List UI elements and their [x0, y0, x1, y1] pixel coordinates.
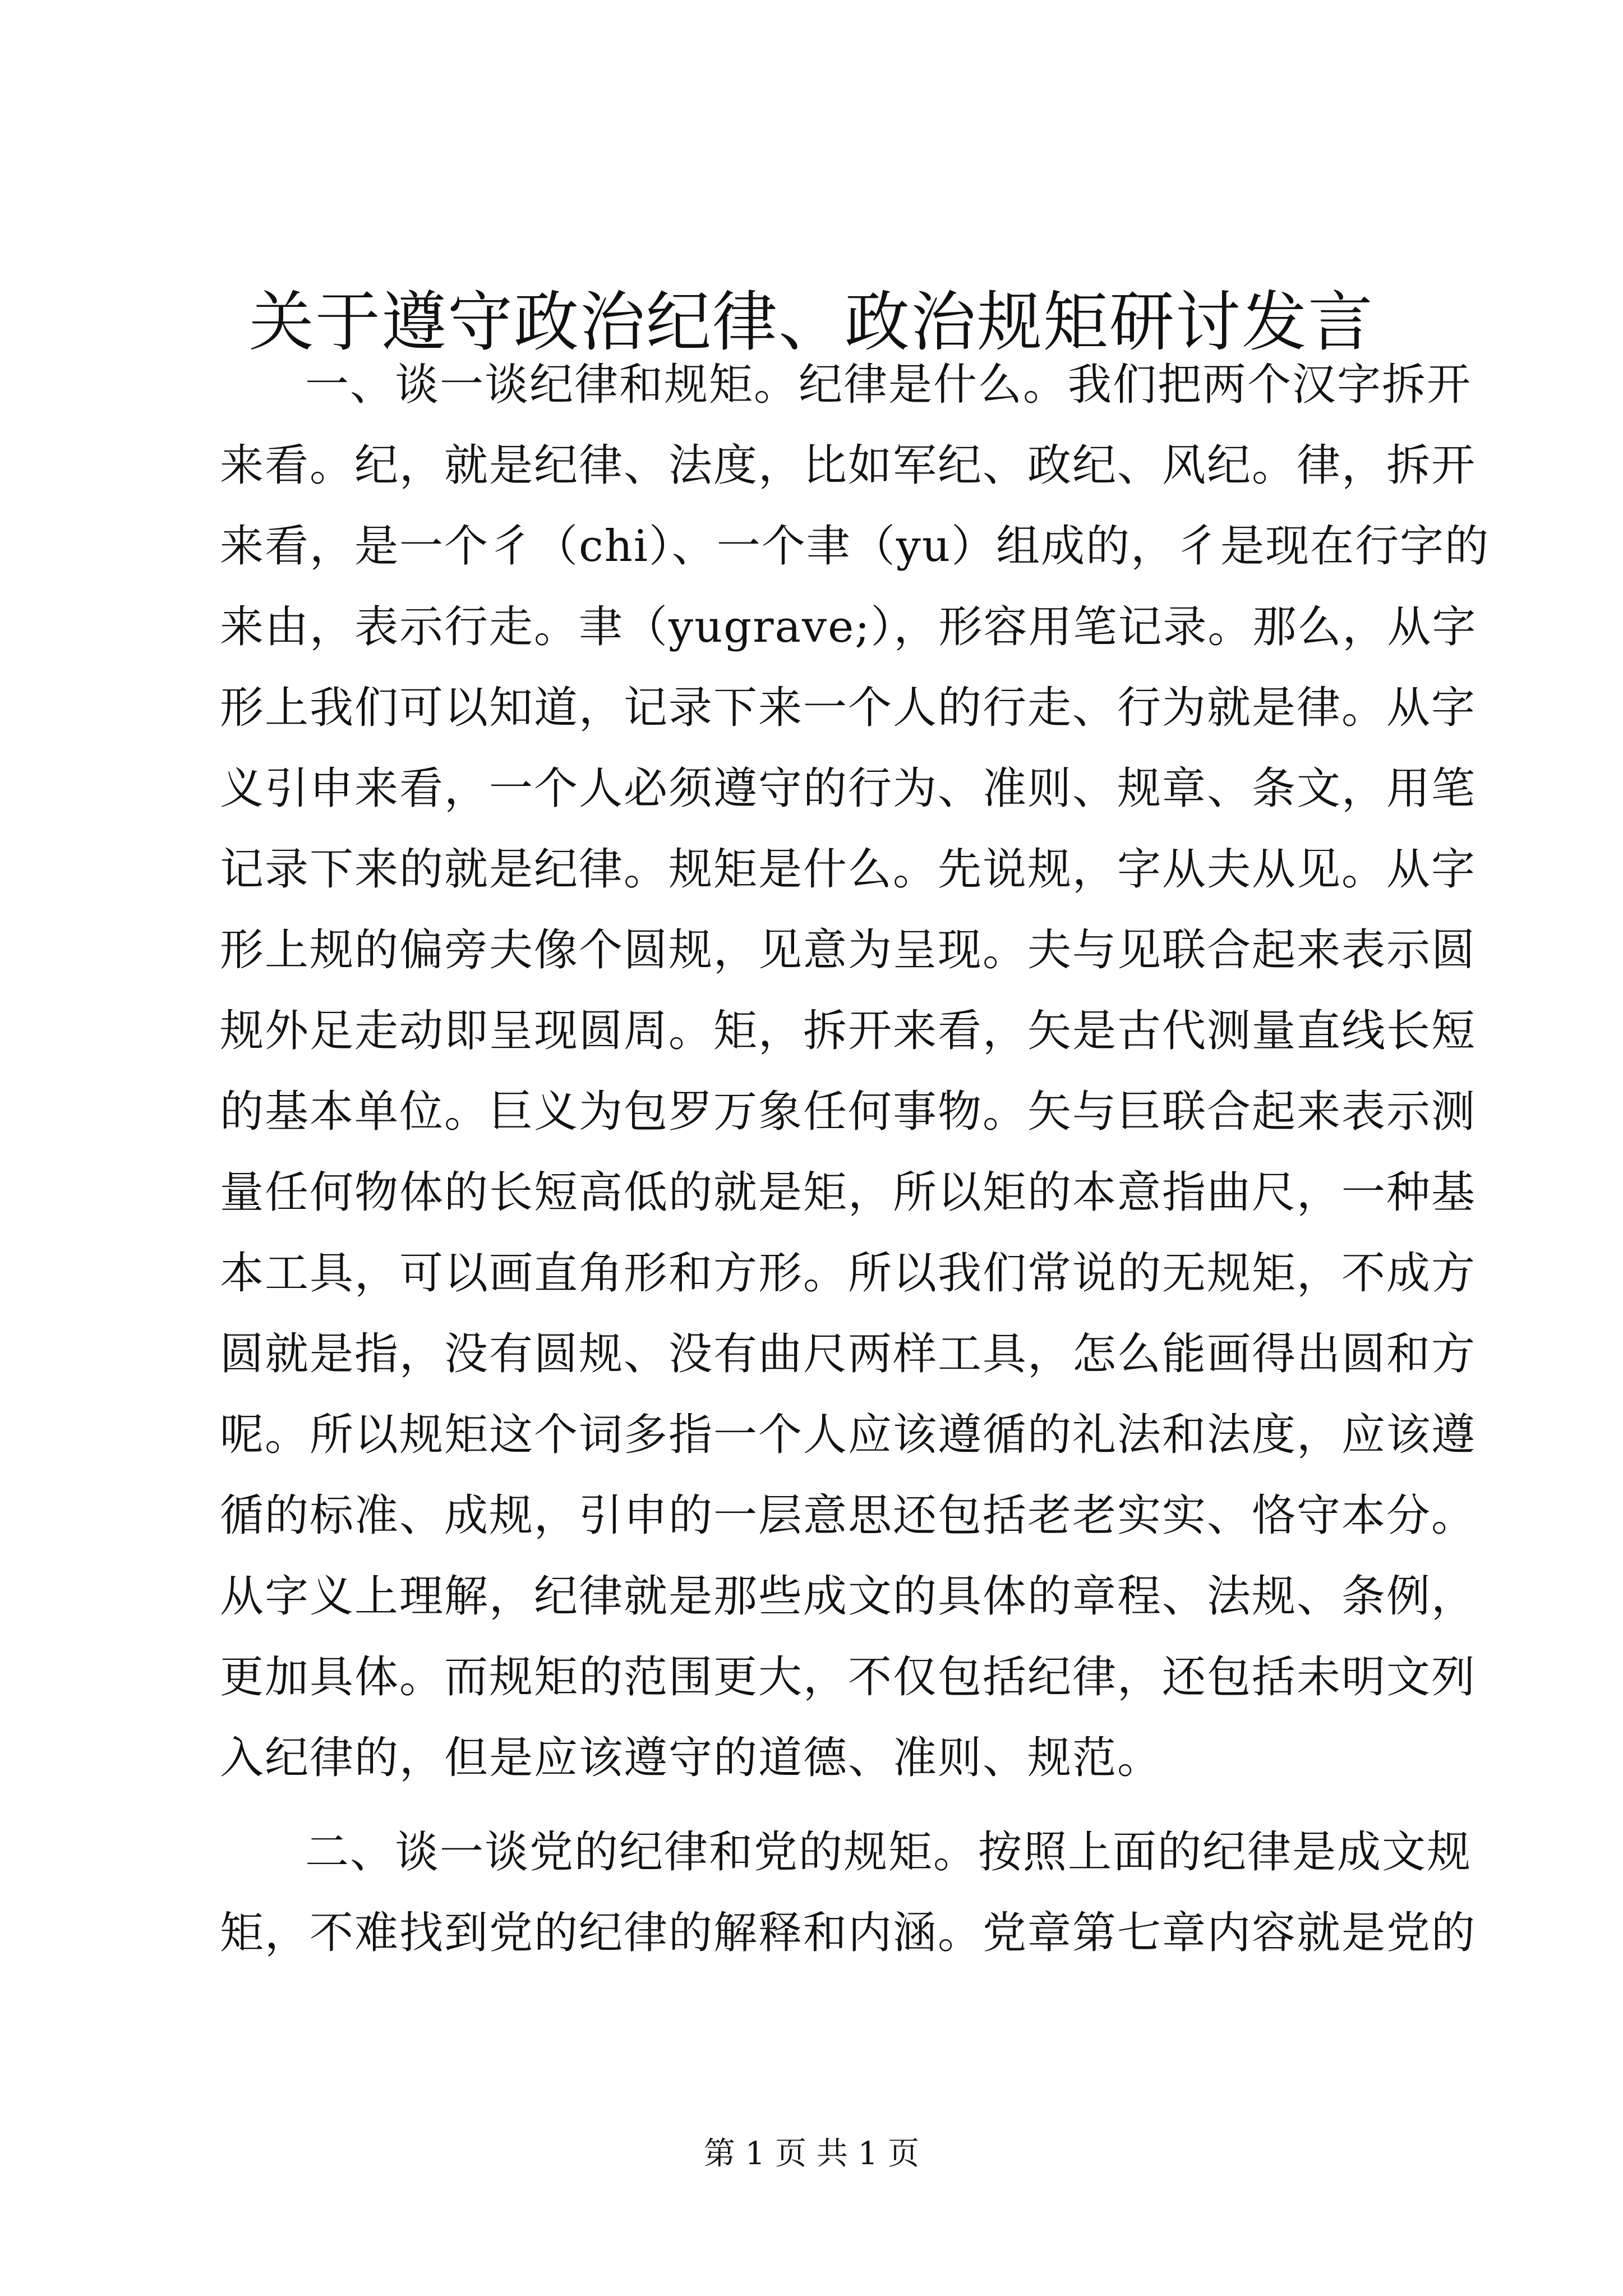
- document-title: 关于遵守政治纪律、政治规矩研讨发言: [249, 284, 1374, 360]
- paragraph-1-line-2: 来看。纪，就是纪律、法度，比如军纪、政纪、风纪。律，拆开: [220, 440, 1477, 491]
- paragraph-2-line-2: 矩，不难找到党的纪律的解释和内涵。党章第七章内容就是党的: [220, 1908, 1477, 1958]
- paragraph-1-line-11: 量任何物体的长短高低的就是矩，所以矩的本意指曲尺，一种基: [220, 1167, 1477, 1218]
- page-number: 第 1 页 共 1 页: [703, 2136, 920, 2172]
- paragraph-1-line-15: 循的标准、成规，引申的一层意思还包括老老实实、恪守本分。: [220, 1490, 1477, 1541]
- paragraph-1-line-4: 来由，表示行走。聿（yugrave;），形容用笔记录。那么，从字: [220, 602, 1477, 652]
- paragraph-1-line-12: 本工具，可以画直角形和方形。所以我们常说的无规矩，不成方: [220, 1248, 1477, 1299]
- paragraph-1-line-7: 记录下来的就是纪律。规矩是什么。先说规，字从夫从见。从字: [220, 844, 1477, 895]
- paragraph-1-line-3: 来看，是一个彳（chi）、一个聿（yu）组成的，彳是现在行字的: [220, 521, 1490, 572]
- paragraph-1-line-18: 入纪律的，但是应该遵守的道德、准则、规范。: [220, 1733, 1163, 1783]
- paragraph-1-line-9: 规外足走动即呈现圆周。矩，拆开来看，矢是古代测量直线长短: [220, 1006, 1477, 1056]
- paragraph-1-line-1: 一、谈一谈纪律和规矩。纪律是什么。我们把两个汉字拆开: [305, 360, 1472, 410]
- paragraph-1-line-17: 更加具体。而规矩的范围更大，不仅包括纪律，还包括未明文列: [220, 1652, 1477, 1703]
- paragraph-1-line-14: 呢。所以规矩这个词多指一个人应该遵循的礼法和法度，应该遵: [220, 1410, 1477, 1460]
- paragraph-1-line-5: 形上我们可以知道，记录下来一个人的行走、行为就是律。从字: [220, 683, 1477, 733]
- paragraph-1-line-16: 从字义上理解，纪律就是那些成文的具体的章程、法规、条例，: [220, 1571, 1477, 1622]
- document-body: [220, 344, 1490, 1973]
- paragraph-1-line-10: 的基本单位。巨义为包罗万象任何事物。矢与巨联合起来表示测: [220, 1087, 1477, 1137]
- paragraph-1-line-6: 义引申来看，一个人必须遵守的行为、准则、规章、条文，用笔: [220, 763, 1477, 814]
- page-footer: [0, 2134, 1623, 2174]
- paragraph-1-line-8: 形上规的偏旁夫像个圆规，见意为呈现。夫与见联合起来表示圆: [220, 925, 1477, 976]
- paragraph-2-line-1: 二、谈一谈党的纪律和党的规矩。按照上面的纪律是成文规: [305, 1827, 1472, 1878]
- paragraph-1-line-13: 圆就是指，没有圆规、没有曲尺两样工具，怎么能画得出圆和方: [220, 1329, 1477, 1379]
- paragraph-spacer: [220, 1798, 1437, 1812]
